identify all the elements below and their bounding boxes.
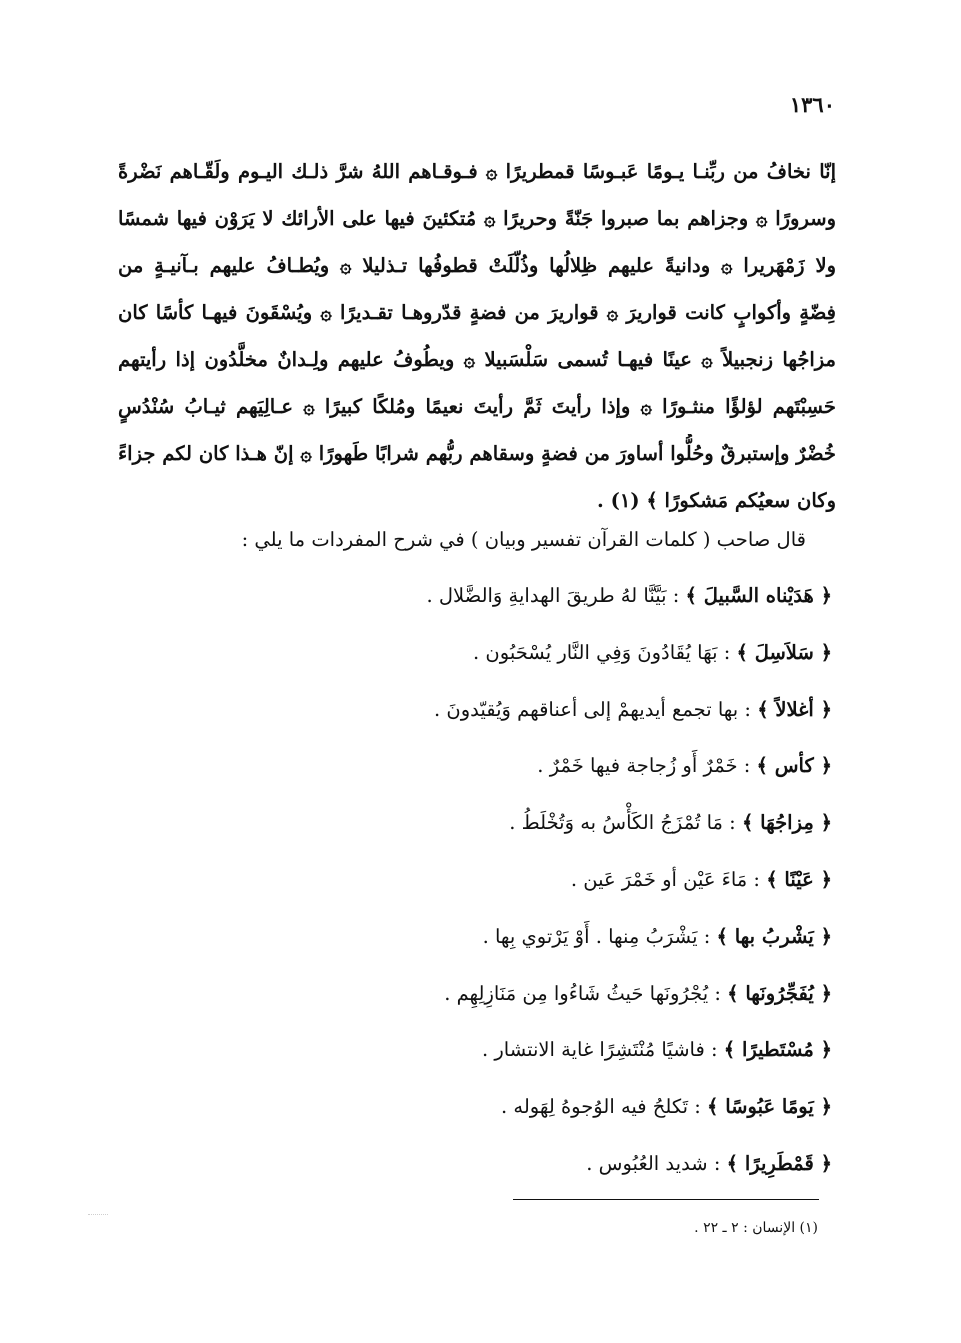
verse-line: مزاجُها زنجبيلاً ۞ عينًا فيهـا تُسمى سَلْسَبيلا ۞ ويطُوفُ عليهم ولِـدانٌ مخلَّدُون إذا رأيتهم <box>118 348 836 371</box>
glossary-entry <box>200 635 832 692</box>
glossary-term: ﴿ أغلالاً ﴾ <box>757 697 832 721</box>
glossary-entry <box>200 748 832 805</box>
glossary-entry <box>200 919 832 976</box>
verse-line: حَسِبْتَهم لؤلؤًا منثـورًا ۞ وإذا رأيتَ ثَمَّ رأيتَ نعيمًا ومُلكًا كبيرًا ۞ عـالِيَهم ثيـابُ سُنْدُسٍ <box>118 395 836 418</box>
glossary-definition: : مَا تُمْزَجُ الكَأْسُ به وَتُخْلَطُ . <box>509 811 742 835</box>
verse-line: وسرورًا ۞ وجزاهم بما صبروا جَنّةً وحريرًا ۞ مُتكئينَ فيها على الأرائك لا يَرَوْن فيها شمسًا <box>118 207 836 230</box>
quran-verse-block <box>118 152 836 528</box>
glossary-entry <box>200 1089 832 1146</box>
glossary-entry <box>200 578 832 635</box>
glossary-term: ﴿ يَشْربُ بها ﴾ <box>716 924 832 948</box>
glossary-definition: : يُجْرُونَها حَيثُ شَاءُوا مِن مَنَازِلِهِم . <box>444 981 728 1005</box>
glossary-term: ﴿ يَومًا عَبُوسًا ﴾ <box>707 1095 832 1119</box>
glossary-definition: : بَيَّنَّا لهُ طريقَ الهدايةِ وَالضَّلال . <box>426 584 686 607</box>
glossary-term: ﴿ يُفَجِّرُونَها ﴾ <box>727 981 832 1005</box>
verse-line: ولا زَمْهَريرا ۞ ودانيةً عليهم ظِلالُها وذُلّلَتْ قطوفُها تـذليلا ۞ ويُطـافُ عليهم بـآنيـةٍ من <box>118 254 836 277</box>
glossary-definition: : شديد العُبُوس . <box>586 1151 727 1175</box>
glossary-definition: : بها تجمع أيديهمْ إلى أعناقهم وَيُقيّدونَ . <box>433 697 758 721</box>
vocabulary-glossary <box>200 578 832 1203</box>
glossary-entry <box>200 1146 832 1203</box>
scan-artifact <box>88 1214 108 1217</box>
page-number: ١٣٦٠ <box>789 92 835 117</box>
glossary-term: ﴿ مُسْتَطيرًا ﴾ <box>723 1038 832 1062</box>
footnote: (١) الإنسان : ٢ ـ ٢٢ . <box>694 1220 818 1236</box>
glossary-definition: : خَمْرٌ أَو زُجاجة فيها خَمْرٌ . <box>537 754 757 778</box>
footnote-divider <box>513 1199 819 1200</box>
glossary-entry <box>200 805 832 862</box>
verse-line: وكان سعيُكم مَشكورًا ﴾ (١) . <box>597 489 836 512</box>
glossary-term: ﴿ هَدَيْناه السَّبيلَ ﴾ <box>685 584 832 607</box>
glossary-entry <box>200 976 832 1033</box>
glossary-term: ﴿ قَمْطَرِيرًا ﴾ <box>726 1151 832 1175</box>
verse-line: إنّا نخافُ من ربِّنـا يـومًا عَبـوسًا قمطريرًا ۞ فـوقـاهم اللهُ شرَّ ذلـك اليـوم ولَقّـاهم نَضْرةً <box>118 160 836 183</box>
glossary-term: ﴿ عَيْنًا ﴾ <box>766 867 832 891</box>
glossary-definition: : مَاءَ عَيْن أو خَمْرَ عَين . <box>570 867 767 891</box>
glossary-definition: : بَهَا يُقَادُونَ وَفِي النَّار يُسْحَبُون . <box>473 640 737 664</box>
glossary-definition: : فاشيًا مُنْتَشِرًا غاية الانتشار . <box>481 1038 724 1062</box>
glossary-entry <box>200 1032 832 1089</box>
glossary-term: ﴿ مِزاجُهَا ﴾ <box>741 811 832 835</box>
glossary-term: ﴿ سَلاَسِلَ ﴾ <box>736 640 832 664</box>
glossary-intro: قال صاحب ( كلمات القرآن تفسير وبيان ) في شرح المفردات ما يلي : <box>241 528 806 551</box>
glossary-definition: : تَكلحُ فيه الوُجوهُ لِهَوله . <box>500 1095 708 1119</box>
glossary-term: ﴿ كأس ﴾ <box>756 754 832 778</box>
glossary-entry <box>200 692 832 749</box>
verse-line: فِضّةٍ وأكوابٍ كانت قواريرَ ۞ قواريرَ من فضةٍ قدّروهـا تقـديرًا ۞ ويُسْقَونَ فيهـا كأسًا كان <box>118 301 836 324</box>
glossary-definition: : يَشْرَبُ مِنها . أَوْ يَرْتوي بِها . <box>482 924 717 948</box>
glossary-entry <box>200 862 832 919</box>
verse-line: خُضْرٌ وإستبرقٌ وحُلُّوا أساورَ من فضةٍ وسقاهم ربُّهم شرابًا طَهورًا ۞ إنّ هـذا كان لكم جزاءً <box>118 442 836 465</box>
